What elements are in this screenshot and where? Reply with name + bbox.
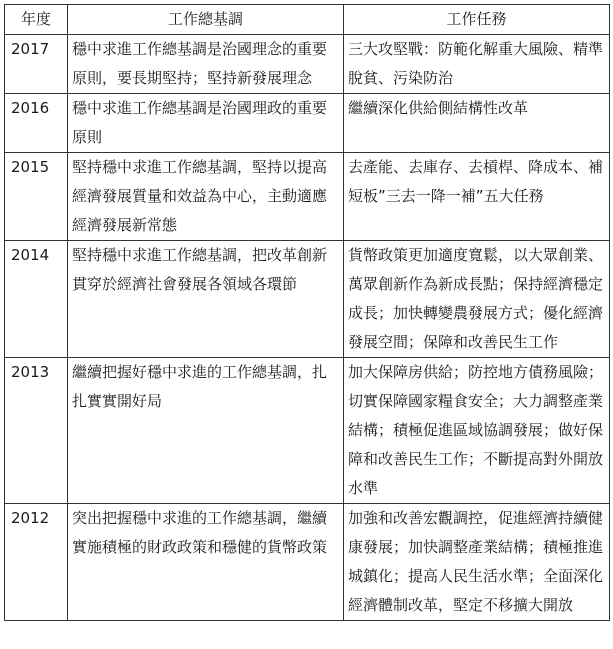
header-year: 年度	[5, 5, 68, 35]
table-row	[5, 153, 610, 241]
table-row	[5, 358, 610, 504]
header-task: 工作任務	[344, 5, 610, 35]
task-cell: 去產能、去庫存、去槓桿、降成本、補短板”三去一降一補”五大任務	[344, 153, 610, 241]
table-row	[5, 35, 610, 94]
year-cell: 2017	[5, 35, 68, 94]
task-cell: 三大攻堅戰：防範化解重大風險、精準脫貧、污染防治	[344, 35, 610, 94]
tone-cell: 突出把握穩中求進的工作總基調，繼續實施積極的財政政策和穩健的貨幣政策	[68, 504, 344, 621]
tone-cell: 繼續把握好穩中求進的工作總基調，扎扎實實開好局	[68, 358, 344, 504]
table-row	[5, 504, 610, 621]
task-cell: 繼續深化供給側結構性改革	[344, 94, 610, 153]
year-cell: 2016	[5, 94, 68, 153]
tone-cell: 堅持穩中求進工作總基調，堅持以提高經濟發展質量和效益為中心，主動適應經濟發展新常態	[68, 153, 344, 241]
table-row	[5, 94, 610, 153]
year-cell: 2013	[5, 358, 68, 504]
year-cell: 2015	[5, 153, 68, 241]
economic-work-table	[4, 4, 610, 621]
tone-cell: 穩中求進工作總基調是治國理念的重要原則，要長期堅持；堅持新發展理念	[68, 35, 344, 94]
table-header-row	[5, 5, 610, 35]
task-cell: 加大保障房供給；防控地方債務風險；切實保障國家糧食安全；大力調整產業結構；積極促進區域協調發展；做好保障和改善民生工作；不斷提高對外開放水準	[344, 358, 610, 504]
year-cell: 2012	[5, 504, 68, 621]
tone-cell: 堅持穩中求進工作總基調，把改革創新貫穿於經濟社會發展各領域各環節	[68, 241, 344, 358]
task-cell: 貨幣政策更加適度寬鬆，以大眾創業、萬眾創新作為新成長點；保持經濟穩定成長；加快轉變農發展方式；優化經濟發展空間；保障和改善民生工作	[344, 241, 610, 358]
tone-cell: 穩中求進工作總基調是治國理政的重要原則	[68, 94, 344, 153]
year-cell: 2014	[5, 241, 68, 358]
table-row	[5, 241, 610, 358]
task-cell: 加強和改善宏觀調控，促進經濟持續健康發展；加快調整產業結構；積極推進城鎮化；提高人民生活水準；全面深化經濟體制改革，堅定不移擴大開放	[344, 504, 610, 621]
header-tone: 工作總基調	[68, 5, 344, 35]
